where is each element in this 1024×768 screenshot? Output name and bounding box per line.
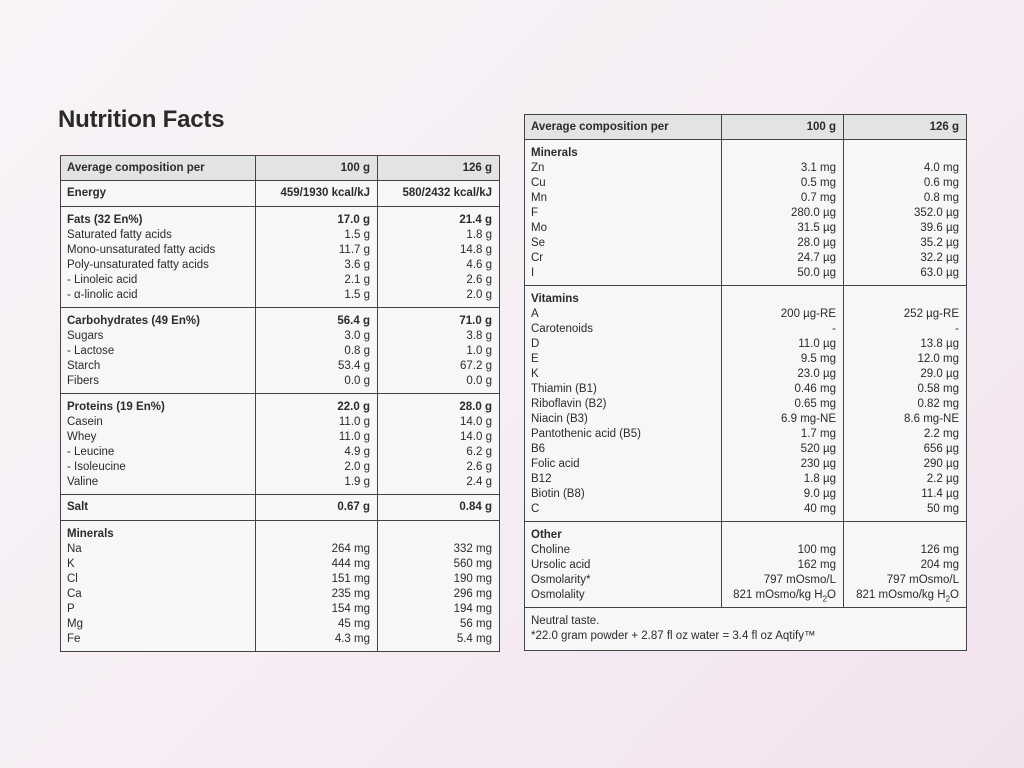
row-value-126g: 56 mg [460,618,492,630]
osmolality-suffix: O [950,589,959,601]
row-label: Riboflavin (B2) [531,398,607,410]
row-value-100g: 9.0 µg [803,488,836,500]
row-label: E [531,353,539,365]
row-label: Pantothenic acid (B5) [531,428,641,440]
row-value-126g: 0.82 mg [917,398,959,410]
row-value-126g: 4.6 g [466,259,492,271]
section-total [729,292,836,307]
section-total [851,146,959,161]
row-value-126g: 204 mg [920,559,959,571]
row-label: K [67,558,75,570]
row-value-100g: 28.0 µg [797,237,836,249]
table-header-row [525,115,966,139]
section-heading: Minerals [67,528,114,540]
row-label: Cl [67,573,78,585]
row-value-100g: 520 µg [800,443,836,455]
row-label: Folic acid [531,458,580,470]
row-value-126g: 2.6 g [466,274,492,286]
row-value-126g: 2.0 g [466,289,492,301]
row-label: F [531,207,539,219]
row-label: Biotin (B8) [531,488,585,500]
row-value-126g: 252 µg-RE [903,308,959,320]
row-value-126g: 8.6 mg-NE [904,413,959,425]
table-header-row [61,156,499,180]
section-total: 22.0 g [337,401,370,413]
row-label: B12 [531,473,552,485]
row-label: P [67,603,75,615]
row-value-100g: 0.0 g [344,375,370,387]
row-value-100g: 1.9 g [344,476,370,488]
fats-section [61,206,499,307]
row-label: Starch [67,360,101,372]
row-label: Choline [531,544,570,556]
section-heading: Fats (32 En%) [67,214,143,226]
row-value-100g: 235 mg [331,588,370,600]
row-label: Mg [67,618,83,630]
energy-126g: 580/2432 kcal/kJ [377,181,499,206]
row-value-100g: 100 mg [797,544,836,556]
row-value-100g: 1.8 µg [803,473,836,485]
row-value-126g: 194 mg [453,603,492,615]
section-total [385,527,492,542]
osmolality-value: 821 mOsmo/kg H [733,589,823,601]
osmolality-126g [851,588,959,603]
minerals-section-right [525,139,966,285]
salt-row [61,494,499,520]
minerals-section-left [61,520,499,651]
row-value-126g: - [955,323,959,335]
row-value-100g: 6.9 mg-NE [781,413,836,425]
nutrition-table-left [60,155,500,652]
row-label: Thiamin (B1) [531,383,597,395]
row-value-126g: 190 mg [453,573,492,585]
page-title: Nutrition Facts [58,106,225,133]
header-label: Average composition per [525,115,721,139]
row-value-100g: 162 mg [797,559,836,571]
salt-100g: 0.67 g [255,495,377,520]
energy-label: Energy [67,187,106,199]
row-label: B6 [531,443,546,455]
section-total: 56.4 g [337,315,370,327]
header-100g: 100 g [255,156,377,180]
section-total: 71.0 g [459,315,492,327]
row-label: Fe [67,633,81,645]
row-value-100g: 11.0 g [338,431,370,443]
row-value-126g: 2.2 mg [923,428,959,440]
row-label: Na [67,543,82,555]
row-label: - Lactose [67,345,115,357]
row-label: Niacin (B3) [531,413,588,425]
row-value-126g: 797 mOsmo/L [886,574,959,586]
nutrition-table-right [524,114,967,651]
row-label: Osmolality [531,589,585,601]
energy-100g: 459/1930 kcal/kJ [255,181,377,206]
row-value-100g: 1.5 g [344,229,370,241]
row-label: - Isoleucine [67,461,126,473]
section-heading: Minerals [531,147,578,159]
row-value-126g: 14.8 g [460,244,492,256]
row-value-126g: 656 µg [923,443,959,455]
row-value-126g: 14.0 g [460,416,492,428]
row-value-126g: 2.4 g [466,476,492,488]
row-value-126g: 332 mg [453,543,492,555]
row-value-100g: 0.65 mg [794,398,836,410]
row-value-126g: 352.0 µg [914,207,959,219]
row-value-126g: 50 mg [927,503,959,515]
row-value-126g: 296 mg [453,588,492,600]
header-label: Average composition per [61,156,255,180]
row-value-100g: 4.9 g [344,446,370,458]
row-value-100g: 50.0 µg [797,267,836,279]
subscript: 2 [945,594,951,604]
row-value-126g: 1.8 g [466,229,492,241]
row-label: Sugars [67,330,104,342]
row-label: - Linoleic acid [67,274,138,286]
taste-note: Neutral taste. [531,615,600,627]
row-value-126g: 5.4 mg [456,633,492,645]
row-value-100g: 0.7 mg [800,192,836,204]
row-label: Mn [531,192,547,204]
row-value-100g: - [832,323,836,335]
row-value-100g: 9.5 mg [800,353,836,365]
row-value-100g: 154 mg [331,603,370,615]
row-value-100g: 45 mg [338,618,370,630]
row-value-100g: 3.0 g [344,330,370,342]
row-value-126g: 0.6 mg [923,177,959,189]
row-value-100g: 2.0 g [344,461,370,473]
row-value-126g: 2.6 g [466,461,492,473]
row-value-100g: 2.1 g [344,274,370,286]
row-value-100g: 11.0 µg [798,338,836,350]
heading-spacer [729,528,836,543]
row-value-100g: 3.6 g [344,259,370,271]
row-value-126g: 0.8 mg [923,192,959,204]
row-label: Saturated fatty acids [67,229,172,241]
section-heading: Carbohydrates (49 En%) [67,315,200,327]
row-value-100g: 3.1 mg [800,162,836,174]
section-total [729,146,836,161]
row-label: Cr [531,252,544,264]
row-value-100g: 151 mg [331,573,370,585]
other-126g [843,522,966,607]
row-label: Cu [531,177,546,189]
row-value-100g: 1.7 mg [800,428,836,440]
row-value-100g: 0.5 mg [800,177,836,189]
row-value-126g: 14.0 g [460,431,492,443]
row-value-100g: 0.8 g [344,345,370,357]
section-total: 17.0 g [337,214,370,226]
row-value-100g: 4.3 mg [334,633,370,645]
row-value-100g: 1.5 g [344,289,370,301]
footnote [525,607,966,650]
row-label: Osmolarity* [531,574,591,586]
other-section [525,521,966,607]
row-value-100g: 31.5 µg [797,222,836,234]
row-value-126g: 35.2 µg [920,237,959,249]
row-value-126g: 6.2 g [466,446,492,458]
row-label: - Leucine [67,446,115,458]
heading-spacer [851,528,959,543]
row-label: - α-linolic acid [67,289,138,301]
row-label: Zn [531,162,545,174]
row-value-126g: 1.0 g [466,345,492,357]
row-label: Se [531,237,546,249]
row-value-126g: 2.2 µg [926,473,959,485]
section-heading: Proteins (19 En%) [67,401,165,413]
row-value-126g: 67.2 g [460,360,492,372]
row-value-100g: 230 µg [800,458,836,470]
row-value-126g: 13.8 µg [920,338,959,350]
row-value-100g: 280.0 µg [791,207,836,219]
row-value-126g: 126 mg [920,544,959,556]
row-value-100g: 0.46 mg [794,383,836,395]
row-label: Poly-unsaturated fatty acids [67,259,209,271]
energy-row [61,180,499,206]
row-value-100g: 11.7 g [338,244,370,256]
row-label: Valine [67,476,99,488]
row-value-100g: 24.7 µg [797,252,836,264]
osmolality-suffix: O [827,589,836,601]
header-126g: 126 g [843,115,966,139]
row-value-126g: 4.0 mg [923,162,959,174]
row-value-100g: 797 mOsmo/L [763,574,836,586]
row-label: Mo [531,222,547,234]
other-labels [525,522,721,607]
row-label: Carotenoids [531,323,594,335]
section-total: 21.4 g [459,214,492,226]
row-label: D [531,338,540,350]
section-heading: Vitamins [531,293,579,305]
row-value-126g: 290 µg [923,458,959,470]
row-value-100g: 264 mg [331,543,370,555]
preparation-note: *22.0 gram powder + 2.87 fl oz water = 3.4 fl oz Aqtify™ [531,630,816,642]
section-total: 28.0 g [459,401,492,413]
row-label: Fibers [67,375,99,387]
row-value-100g: 53.4 g [338,360,370,372]
row-value-100g: 11.0 g [338,416,370,428]
header-100g: 100 g [721,115,843,139]
carbohydrates-section [61,307,499,393]
row-value-100g: 200 µg-RE [780,308,836,320]
row-label: Ca [67,588,82,600]
salt-label: Salt [67,501,89,513]
row-label: Whey [67,431,97,443]
proteins-section [61,393,499,494]
section-total [263,527,370,542]
row-label: Mono-unsaturated fatty acids [67,244,216,256]
row-value-126g: 32.2 µg [920,252,959,264]
row-value-126g: 0.0 g [466,375,492,387]
row-label: A [531,308,539,320]
row-value-126g: 29.0 µg [920,368,959,380]
salt-126g: 0.84 g [377,495,499,520]
row-value-126g: 3.8 g [466,330,492,342]
subscript: 2 [822,594,828,604]
row-value-126g: 560 mg [453,558,492,570]
row-value-126g: 12.0 mg [917,353,959,365]
section-total [851,292,959,307]
other-100g [721,522,843,607]
row-value-100g: 444 mg [331,558,370,570]
row-value-100g: 23.0 µg [797,368,836,380]
osmolality-100g [729,588,836,603]
row-value-126g: 39.6 µg [920,222,959,234]
header-126g: 126 g [377,156,499,180]
vitamins-section [525,285,966,521]
row-label: Ursolic acid [531,559,591,571]
other-heading: Other [531,529,562,541]
row-label: Casein [67,416,103,428]
row-label: K [531,368,539,380]
row-label: C [531,503,540,515]
row-value-126g: 0.58 mg [917,383,959,395]
row-value-100g: 40 mg [804,503,836,515]
osmolality-value: 821 mOsmo/kg H [856,589,946,601]
row-value-126g: 11.4 µg [921,488,959,500]
row-value-126g: 63.0 µg [920,267,959,279]
row-label: I [531,267,535,279]
